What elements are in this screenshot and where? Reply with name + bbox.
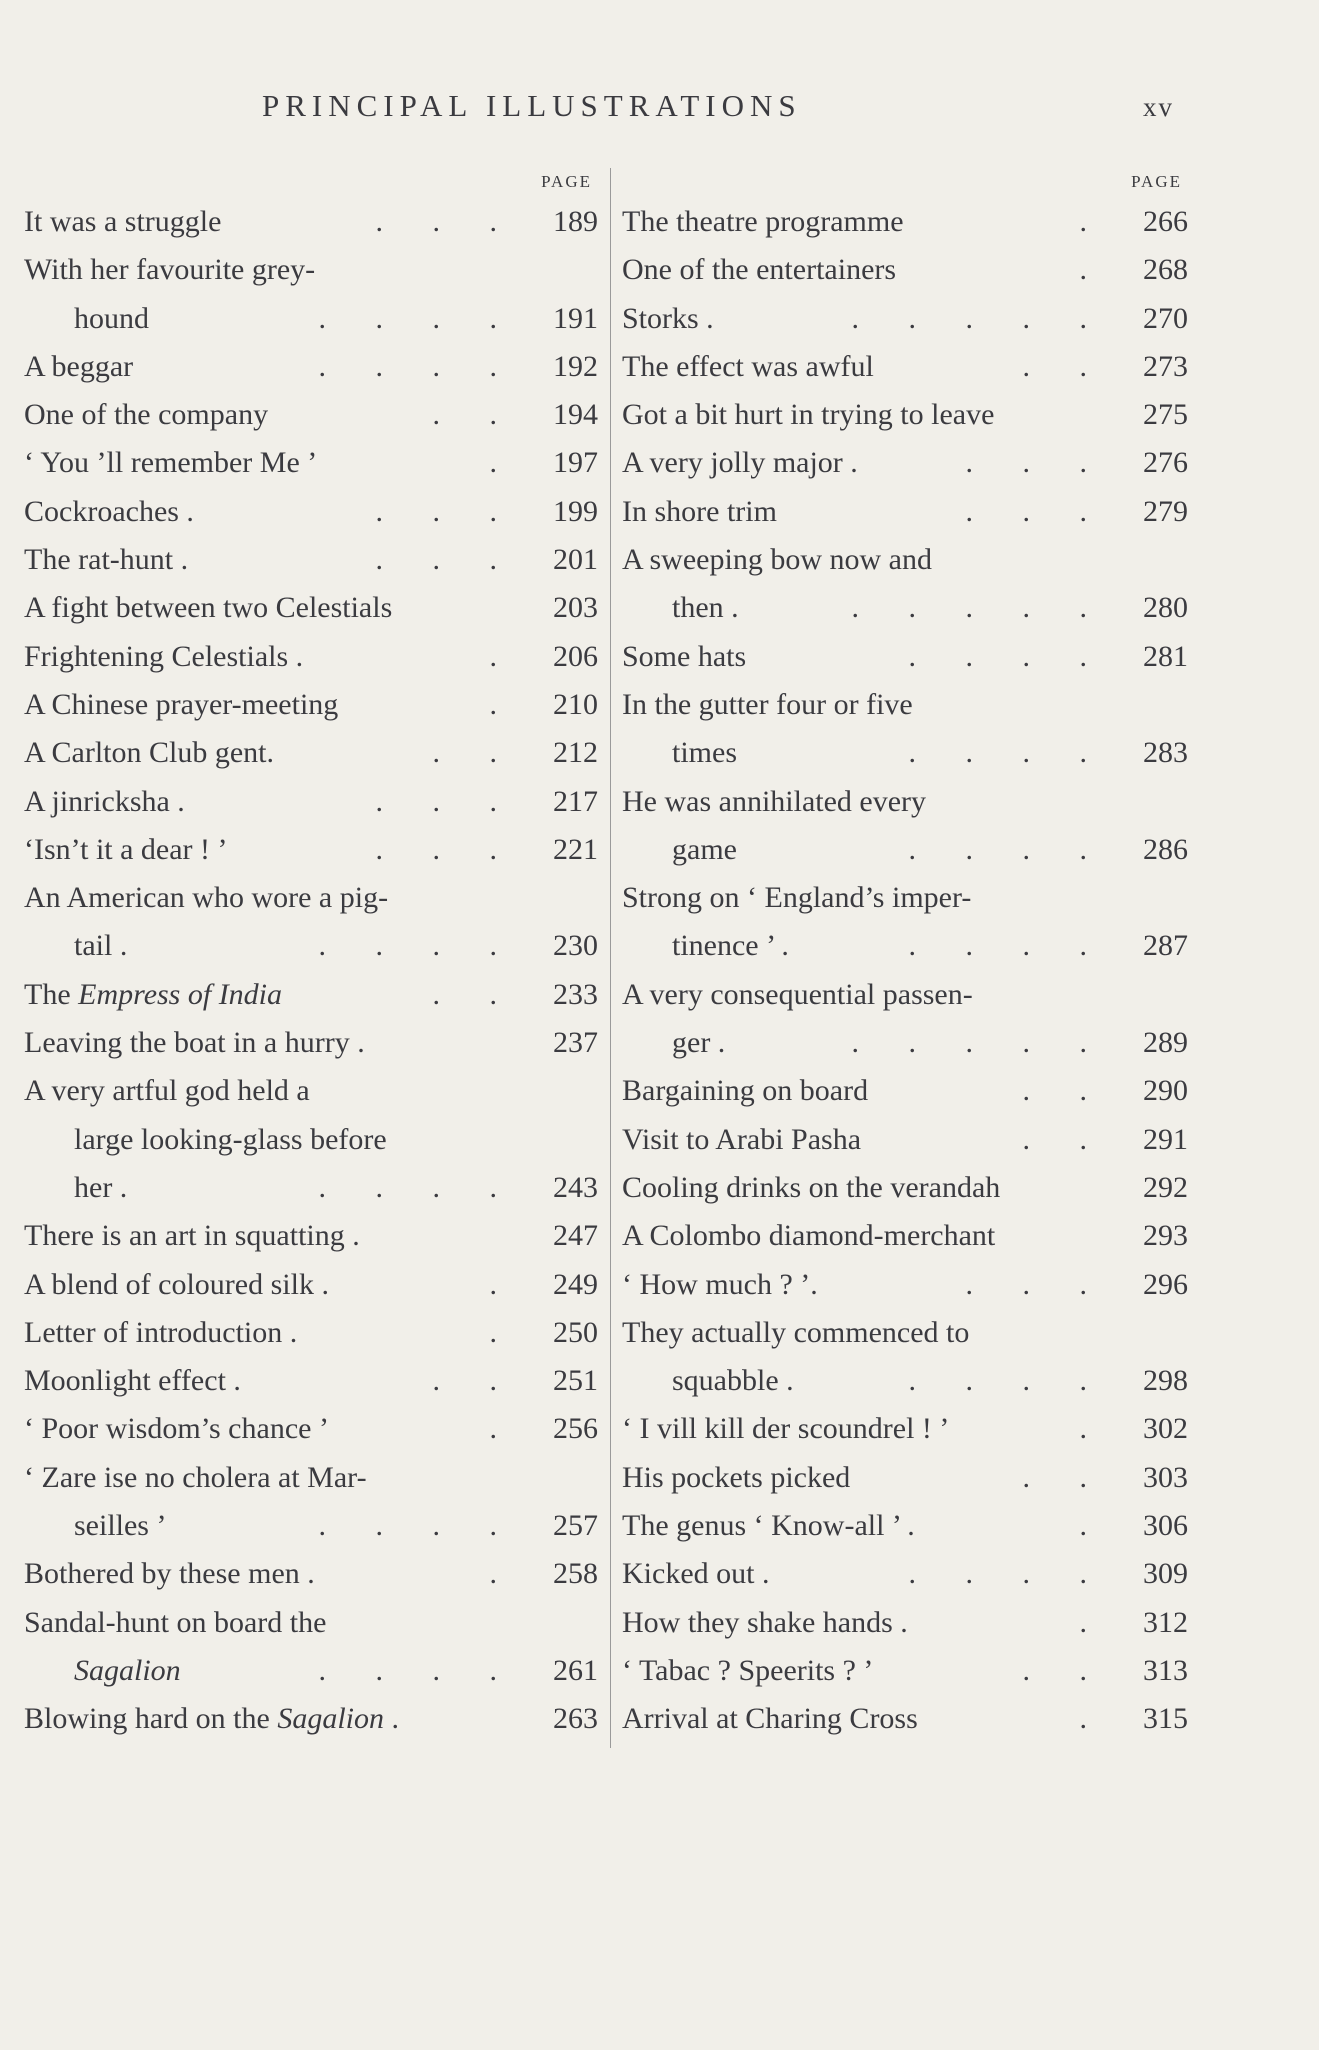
- list-item: [24, 536, 598, 584]
- entry-title: tail .: [74, 929, 128, 963]
- entry-title: Moonlight effect .: [24, 1364, 241, 1398]
- entry-page-number: 230: [553, 929, 598, 963]
- list-item: [622, 1550, 1188, 1598]
- leader-dots: . .: [1022, 1653, 1108, 1687]
- list-item: [622, 1599, 1188, 1647]
- entry-title: Leaving the boat in a hurry .: [24, 1026, 365, 1060]
- entry-title: Sandal-hunt on board the: [24, 1605, 327, 1639]
- entry-title: The effect was awful: [622, 349, 874, 383]
- entry-title: His pockets picked: [622, 1460, 851, 1494]
- leader-dots: .: [489, 1315, 518, 1349]
- running-header: [0, 88, 1319, 128]
- entry-page-number: 292: [1143, 1170, 1188, 1204]
- entry-page-number: 312: [1143, 1605, 1188, 1639]
- entry-title: Arrival at Charing Cross: [622, 1702, 918, 1736]
- entry-page-number: 261: [553, 1653, 598, 1687]
- leader-dots: . .: [432, 1364, 518, 1398]
- page-column-label: PAGE: [541, 172, 592, 191]
- list-item: [24, 391, 598, 439]
- entry-title: He was annihilated every: [622, 784, 927, 818]
- list-item: [24, 198, 598, 246]
- list-item: [622, 1647, 1188, 1695]
- entry-title: There is an art in squatting .: [24, 1219, 360, 1253]
- page-column-label: PAGE: [1131, 172, 1182, 191]
- list-item: [24, 729, 598, 777]
- leader-dots: .: [1079, 205, 1108, 238]
- list-item: [622, 1502, 1188, 1550]
- entry-title: Storks .: [622, 301, 714, 335]
- leader-dots: . .: [1022, 1074, 1108, 1108]
- entry-title: then .: [672, 591, 739, 625]
- list-item: [24, 1405, 598, 1453]
- list-item: [24, 1357, 598, 1405]
- illustration-list-left: [24, 198, 598, 1744]
- list-item: [24, 681, 598, 729]
- entry-page-number: 221: [553, 832, 598, 866]
- entry-page-number: 194: [553, 398, 598, 432]
- list-item: [622, 1067, 1188, 1115]
- entry-title: A very artful god held a: [24, 1074, 310, 1108]
- illustration-list-right: [622, 198, 1188, 1744]
- list-item: [622, 1212, 1188, 1260]
- leader-dots: . .: [1022, 1460, 1108, 1494]
- list-item: [24, 1164, 598, 1212]
- leader-dots: .: [1079, 1412, 1108, 1446]
- leader-dots: .: [489, 446, 518, 480]
- entry-title: tinence ’ .: [672, 929, 789, 963]
- leader-dots: . . . .: [908, 832, 1108, 866]
- list-item: [622, 198, 1188, 246]
- entry-title: Got a bit hurt in trying to leave: [622, 398, 995, 432]
- entry-title: One of the entertainers: [622, 253, 897, 287]
- list-item: [622, 439, 1188, 487]
- list-item: [622, 922, 1188, 970]
- entry-page-number: 298: [1143, 1364, 1188, 1398]
- leader-dots: . .: [432, 977, 518, 1011]
- entry-page-number: 257: [553, 1509, 598, 1543]
- entry-page-number: 247: [553, 1219, 598, 1253]
- entry-title: A Chinese prayer-meeting: [24, 687, 339, 721]
- entry-title: ‘ Poor wisdom’s chance ’: [24, 1412, 329, 1446]
- entry-title: The rat-hunt .: [24, 543, 189, 577]
- list-item: [622, 633, 1188, 681]
- entry-title: Visit to Arabi Pasha: [622, 1122, 862, 1156]
- list-item: [622, 729, 1188, 777]
- entry-title: A blend of coloured silk .: [24, 1267, 329, 1301]
- leader-dots: . .: [1022, 349, 1108, 383]
- list-item: [24, 1599, 598, 1647]
- leader-dots: .: [489, 687, 518, 721]
- entry-title: ger .: [672, 1026, 726, 1060]
- entry-title: Kicked out .: [622, 1557, 770, 1591]
- entry-page-number: 243: [553, 1170, 598, 1204]
- leader-dots: . . .: [375, 784, 518, 818]
- entry-page-number: 217: [553, 784, 598, 818]
- leader-dots: . .: [1022, 1122, 1108, 1156]
- entry-title: ‘ Zare ise no cholera at Mar-: [24, 1460, 367, 1494]
- list-item: [24, 584, 598, 632]
- entry-page-number: 250: [553, 1315, 598, 1349]
- entry-title: The genus ‘ Know-all ’ .: [622, 1509, 915, 1543]
- entry-page-number: 191: [553, 301, 598, 335]
- entry-title: The theatre programme: [622, 205, 904, 238]
- right-column: [622, 168, 1188, 1744]
- entry-title: A sweeping bow now and: [622, 543, 932, 577]
- entry-title: A very consequential passen-: [622, 977, 973, 1011]
- leader-dots: . .: [432, 398, 518, 432]
- entry-page-number: 286: [1143, 832, 1188, 866]
- entry-title: Bargaining on board: [622, 1074, 869, 1108]
- leader-dots: . . . .: [908, 1557, 1108, 1591]
- list-item: [622, 1019, 1188, 1067]
- list-item: [622, 1261, 1188, 1309]
- entry-title: Cockroaches .: [24, 494, 194, 528]
- entry-page-number: 293: [1143, 1219, 1188, 1253]
- list-item: [622, 826, 1188, 874]
- entry-page-number: 192: [553, 349, 598, 383]
- leader-dots: .: [489, 1412, 518, 1446]
- entry-page-number: 283: [1143, 736, 1188, 770]
- list-item: [24, 778, 598, 826]
- leader-dots: . . . .: [318, 929, 518, 963]
- list-item: [622, 874, 1188, 922]
- list-item: [24, 1212, 598, 1260]
- list-item: [24, 1454, 598, 1502]
- list-item: [622, 536, 1188, 584]
- leader-dots: . . . . .: [851, 591, 1108, 625]
- entry-page-number: 201: [553, 543, 598, 577]
- list-item: [24, 826, 598, 874]
- entry-page-number: 302: [1143, 1412, 1188, 1446]
- list-item: [622, 295, 1188, 343]
- entry-page-number: 199: [553, 494, 598, 528]
- entry-page-number: 315: [1143, 1702, 1188, 1736]
- leader-dots: . . .: [375, 205, 518, 238]
- leader-dots: . . . .: [908, 1364, 1108, 1398]
- entry-title: large looking-glass before: [74, 1122, 387, 1156]
- list-item: [24, 1550, 598, 1598]
- entry-page-number: 203: [553, 591, 598, 625]
- entry-title: One of the company: [24, 398, 269, 432]
- entry-page-number: 256: [553, 1412, 598, 1446]
- list-item: [24, 1502, 598, 1550]
- list-item: [24, 1309, 598, 1357]
- leader-dots: . . . .: [908, 929, 1108, 963]
- list-item: [622, 971, 1188, 1019]
- leader-dots: . . . .: [908, 736, 1108, 770]
- list-item: [24, 971, 598, 1019]
- leader-dots: . . . .: [908, 639, 1108, 673]
- entry-title: The Empress of India: [24, 977, 283, 1011]
- entry-page-number: 266: [1143, 205, 1188, 238]
- entry-title: A fight between two Celestials: [24, 591, 393, 625]
- entry-page-number: 279: [1143, 494, 1188, 528]
- list-item: [622, 1357, 1188, 1405]
- entry-title: Strong on ‘ England’s imper-: [622, 881, 972, 915]
- entry-title: seilles ’: [74, 1509, 167, 1543]
- entry-page-number: 276: [1143, 446, 1188, 480]
- entry-title: squabble .: [672, 1364, 794, 1398]
- leader-dots: .: [1079, 1702, 1108, 1736]
- entry-page-number: 197: [553, 446, 598, 480]
- leader-dots: .: [489, 1557, 518, 1591]
- leader-dots: . . . .: [318, 1509, 518, 1543]
- list-item: [24, 633, 598, 681]
- entry-page-number: 258: [553, 1557, 598, 1591]
- entry-page-number: 263: [553, 1702, 598, 1736]
- list-item: [24, 246, 598, 294]
- entry-page-number: 270: [1143, 301, 1188, 335]
- entry-title: In the gutter four or five: [622, 687, 913, 721]
- entry-title: Bothered by these men .: [24, 1557, 315, 1591]
- entry-title: game: [672, 832, 737, 866]
- leader-dots: . . .: [965, 1267, 1108, 1301]
- column-divider: [610, 168, 611, 1748]
- entry-title: ‘ You ’ll remember Me ’: [24, 446, 318, 480]
- list-item: [622, 681, 1188, 729]
- entry-page-number: 281: [1143, 639, 1188, 673]
- leader-dots: . . . . .: [851, 1026, 1108, 1060]
- entry-title: times: [672, 736, 737, 770]
- list-item: [622, 1164, 1188, 1212]
- list-item: [24, 1647, 598, 1695]
- entry-title: A Colombo diamond-merchant: [622, 1219, 996, 1253]
- page-title: PRINCIPAL ILLUSTRATIONS: [262, 88, 802, 123]
- list-item: [24, 488, 598, 536]
- entry-page-number: 237: [553, 1026, 598, 1060]
- list-item: [622, 1309, 1188, 1357]
- entry-page-number: 313: [1143, 1653, 1188, 1687]
- entry-page-number: 296: [1143, 1267, 1188, 1301]
- entry-title: hound: [74, 301, 149, 335]
- page-number: xv: [1143, 92, 1174, 122]
- entry-title: Frightening Celestials .: [24, 639, 304, 673]
- entry-page-number: 189: [553, 205, 598, 238]
- leader-dots: .: [489, 639, 518, 673]
- list-item: [24, 343, 598, 391]
- list-item: [24, 1116, 598, 1164]
- entry-page-number: 303: [1143, 1460, 1188, 1494]
- left-column: [24, 168, 598, 1744]
- list-item: [622, 1116, 1188, 1164]
- leader-dots: . . . .: [318, 301, 518, 335]
- list-item: [622, 391, 1188, 439]
- leader-dots: . . . .: [318, 349, 518, 383]
- leader-dots: . . .: [375, 832, 518, 866]
- entry-page-number: 268: [1143, 253, 1188, 287]
- entry-title: Letter of introduction .: [24, 1315, 298, 1349]
- list-item: [622, 584, 1188, 632]
- entry-title: A very jolly major .: [622, 446, 858, 480]
- leader-dots: . . . .: [318, 1653, 518, 1687]
- entry-page-number: 251: [553, 1364, 598, 1398]
- entry-title: ‘Isn’t it a dear ! ’: [24, 832, 228, 866]
- leader-dots: . . .: [375, 543, 518, 577]
- entry-title: ‘ Tabac ? Speerits ? ’: [622, 1653, 874, 1687]
- list-item: [24, 295, 598, 343]
- entry-title: A beggar: [24, 349, 134, 383]
- entry-page-number: 210: [553, 687, 598, 721]
- list-item: [24, 1261, 598, 1309]
- entry-title: A jinricksha .: [24, 784, 185, 818]
- leader-dots: .: [1079, 1605, 1108, 1639]
- entry-title: With her favourite grey-: [24, 253, 316, 287]
- leader-dots: . . . . .: [851, 301, 1108, 335]
- entry-page-number: 249: [553, 1267, 598, 1301]
- entry-page-number: 291: [1143, 1122, 1188, 1156]
- entry-title: In shore trim: [622, 494, 777, 528]
- entry-title: Blowing hard on the Sagalion .: [24, 1702, 399, 1736]
- leader-dots: .: [1079, 1509, 1108, 1543]
- entry-page-number: 273: [1143, 349, 1188, 383]
- leader-dots: . . .: [965, 446, 1108, 480]
- entry-page-number: 289: [1143, 1026, 1188, 1060]
- entry-page-number: 309: [1143, 1557, 1188, 1591]
- list-item: [622, 488, 1188, 536]
- leader-dots: .: [489, 1267, 518, 1301]
- entry-page-number: 287: [1143, 929, 1188, 963]
- entry-page-number: 275: [1143, 398, 1188, 432]
- list-item: [622, 1695, 1188, 1743]
- list-item: [24, 1019, 598, 1067]
- entry-title: ‘ I vill kill der scoundrel ! ’: [622, 1412, 950, 1446]
- entry-page-number: 280: [1143, 591, 1188, 625]
- entry-title: How they shake hands .: [622, 1605, 908, 1639]
- entry-page-number: 306: [1143, 1509, 1188, 1543]
- entry-title: Some hats: [622, 639, 747, 673]
- list-item: [622, 1454, 1188, 1502]
- entry-page-number: 206: [553, 639, 598, 673]
- leader-dots: . .: [432, 736, 518, 770]
- entry-title: ‘ How much ? ’.: [622, 1267, 818, 1301]
- entry-title: A Carlton Club gent.: [24, 736, 274, 770]
- list-item: [24, 874, 598, 922]
- entry-page-number: 212: [553, 736, 598, 770]
- list-item: [622, 1405, 1188, 1453]
- leader-dots: . . . .: [318, 1170, 518, 1204]
- leader-dots: .: [1079, 253, 1108, 287]
- list-item: [622, 343, 1188, 391]
- entry-title: It was a struggle: [24, 205, 222, 238]
- list-item: [24, 922, 598, 970]
- entry-page-number: 290: [1143, 1074, 1188, 1108]
- leader-dots: . . .: [375, 494, 518, 528]
- entry-title: They actually commenced to: [622, 1315, 970, 1349]
- leader-dots: . . .: [965, 494, 1108, 528]
- entry-title: her .: [74, 1170, 128, 1204]
- entry-title: An American who wore a pig-: [24, 881, 389, 915]
- list-item: [622, 246, 1188, 294]
- entry-page-number: 233: [553, 977, 598, 1011]
- list-item: [622, 778, 1188, 826]
- list-item: [24, 1067, 598, 1115]
- list-item: [24, 439, 598, 487]
- entry-title: Sagalion: [74, 1653, 181, 1687]
- list-item: [24, 1695, 598, 1743]
- entry-title: Cooling drinks on the verandah: [622, 1170, 1001, 1204]
